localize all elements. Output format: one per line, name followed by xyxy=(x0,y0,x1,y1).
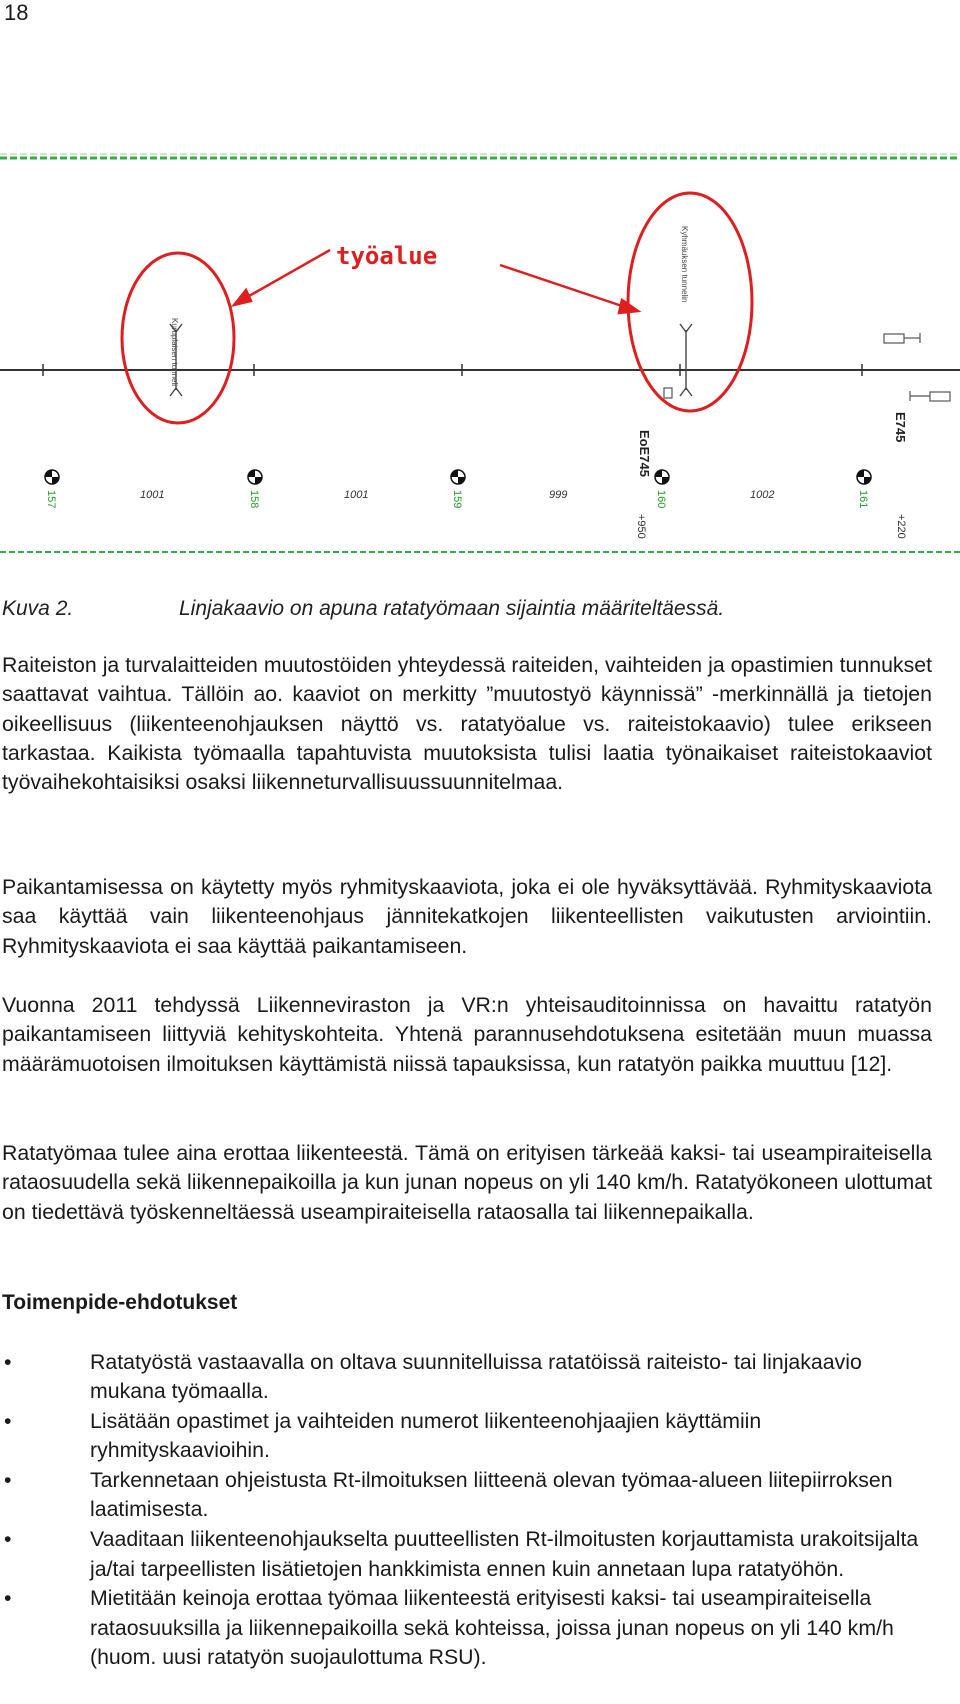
bullet-marker: • xyxy=(4,1586,12,1611)
paragraph: Raiteiston ja turvalaitteiden muutostöiden yhteydessä raiteiden, vaihteiden ja opastimien tunnukset saattavat vaihtua. Tällöin ao. kaaviot on merkitty ”muutostyö käynnissä” -merkinnällä ja tietojen oikeellisuus (liikenteenohjauksen näyttö vs. ratatyöalue vs. raiteistokaavio) tulee erikseen tarkastaa. Kaikista työmaalla tapahtuvista muutoksista tulisi laatia työnaikaiset raiteistokaaviot työvaihekohtaisiksi osaksi liikenneturvallisuussuunnitelmaa. xyxy=(2,653,932,795)
paragraph: Paikantamisessa on käytetty myös ryhmityskaaviota, joka ei ole hyväksyttävää. Ryhmityskaaviota saa käyttää vain liikenteenohjaus jännitekatkojen liikenteellisten vaikutusten arviointiin. Ryhmityskaaviota ei saa käyttää paikantamiseen. xyxy=(2,875,932,958)
work-area-annotation: työalue xyxy=(336,242,438,270)
section-number: 1001 xyxy=(140,489,165,501)
list-item-text: Vaaditaan liikenteenohjaukselta puutteellisten Rt-ilmoitusten korjauttamista urakoitsijalta ja/tai tarpeellisten lisätietojen hankkimista ennen kuin annetaan lupa ratatyöhön. xyxy=(90,1527,919,1581)
section-number: 1001 xyxy=(344,489,369,501)
km-label: 158 xyxy=(248,490,260,509)
list-item xyxy=(0,1525,940,1584)
list-item-text: Mietitään keinoja erottaa työmaa liikenteestä erityisesti kaksi- tai useampiraiteisella rataosuuksilla ja liikennepaikoilla sekä kohteissa, joissa junan nopeus on yli 140 km/h (huom. uusi ratatyön suojaulottuma RSU). xyxy=(90,1586,894,1669)
list-item xyxy=(0,1466,940,1525)
list-item xyxy=(0,1407,940,1466)
right-signal-label: Kyhmäuksen tunnelin xyxy=(680,226,689,303)
list-item-text: Tarkennetaan ohjeistusta Rt-ilmoituksen liitteenä olevan työmaa-alueen liitepiirroksen laatimisesta. xyxy=(90,1468,893,1522)
list-item-text: Lisätään opastimet ja vaihteiden numerot liikenteenohjaajien käyttämiin ryhmityskaavioihin. xyxy=(90,1409,762,1463)
km-label: 160 xyxy=(655,490,667,509)
list-item xyxy=(0,1348,940,1407)
km-markers xyxy=(45,470,871,484)
section-number: 1002 xyxy=(750,489,775,501)
bullet-marker: • xyxy=(4,1409,12,1434)
right-work-zone-ellipse xyxy=(628,193,752,411)
paragraph: Vuonna 2011 tehdyssä Liikenneviraston ja VR:n yhteisauditoinnissa on havaittu ratatyön paikantamiseen liittyviä kehityskohteita. Yhtenä parannusehdotuksena esitetään muun muassa määrämuotoisen ilmoituksen käyttämistä niissä tapauksissa, kun ratatyön paikka muuttuu [12]. xyxy=(2,993,932,1076)
line-diagram-figure xyxy=(0,140,960,560)
section-number: 999 xyxy=(549,489,568,501)
signal-code-1: EoE745 xyxy=(637,430,652,477)
km-label: 159 xyxy=(451,490,463,509)
list-item-text: Ratatyöstä vastaavalla on oltava suunnitelluissa ratatöissä raiteisto- tai linjakaavio mukana työmaalla. xyxy=(90,1350,862,1404)
bullet-list xyxy=(0,1348,940,1672)
km-label: 157 xyxy=(45,490,57,509)
page-number: 18 xyxy=(4,0,29,25)
bullet-marker: • xyxy=(4,1350,12,1374)
figure-caption xyxy=(2,597,725,621)
km-labels xyxy=(45,490,869,508)
km-label: 161 xyxy=(857,490,869,509)
km-marker xyxy=(655,470,669,484)
caption-label: Kuva 2. xyxy=(2,597,74,620)
section-heading: Toimenpide-ehdotukset xyxy=(2,1291,238,1314)
list-item xyxy=(0,1584,940,1672)
bullet-marker: • xyxy=(4,1527,12,1552)
signal-code-2: E745 xyxy=(893,412,908,443)
km-marker xyxy=(857,470,871,484)
right-boxes xyxy=(664,333,950,401)
km-marker xyxy=(248,470,262,484)
paragraph: Ratatyömaa tulee aina erottaa liikenteestä. Tämä on erityisen tärkeää kaksi- tai useampiraiteisella rataosuudella sekä liikennepaikoilla ja kun junan nopeus on yli 140 km/h. Ratatyökoneen ulottumat on tiedettävä työskenneltäessä useampiraiteisella rataosalla tai liikennepaikalla. xyxy=(2,1141,932,1224)
offset-label: +950 xyxy=(635,514,647,539)
right-signal xyxy=(680,324,692,396)
bullet-marker: • xyxy=(4,1468,12,1493)
left-signal-label: Kuruplaisen tunneli xyxy=(170,318,179,387)
km-marker xyxy=(451,470,465,484)
km-marker xyxy=(45,470,59,484)
offset-label: +220 xyxy=(895,514,907,539)
caption-text: Linjakaavio on apuna ratatyömaan sijaintia määriteltäessä. xyxy=(179,597,725,620)
